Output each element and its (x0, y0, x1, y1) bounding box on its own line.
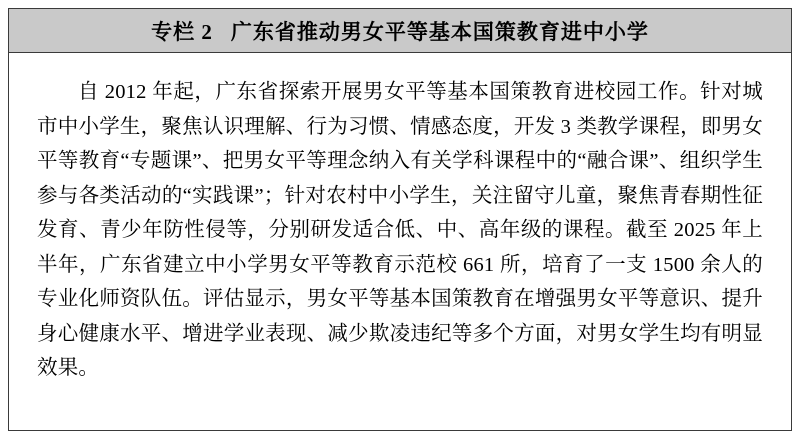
callout-title (151, 16, 649, 46)
callout-title-text: 广东省推动男女平等基本国策教育进中小学 (230, 19, 649, 44)
callout-header (9, 9, 791, 53)
callout-box (8, 8, 792, 431)
callout-paragraph: 自 2012 年起，广东省探索开展男女平等基本国策教育进校园工作。针对城市中小学生，聚焦认识理解、行为习惯、情感态度，开发 3 类教学课程，即男女平等教育“专题课”、把男女平等理念纳入有关学科课程中的“融合课”、组织学生参与各类活动的“实践课”；针对农村中小学生，关注留守儿童，聚焦青春期性征发育、青少年防性侵等，分别研发适合低、中、高年级的课程。截至 2025 年上半年，广东省建立中小学男女平等教育示范校 661 所，培育了一支 1500 余人的专业化师资队伍。评估显示，男女平等基本国策教育在增强男女平等意识、提升身心健康水平、增进学业表现、减少欺凌违纪等多个方面，对男女学生均有明显效果。 (37, 81, 763, 379)
callout-title-number: 专栏 2 (151, 19, 213, 44)
callout-body (9, 53, 791, 396)
